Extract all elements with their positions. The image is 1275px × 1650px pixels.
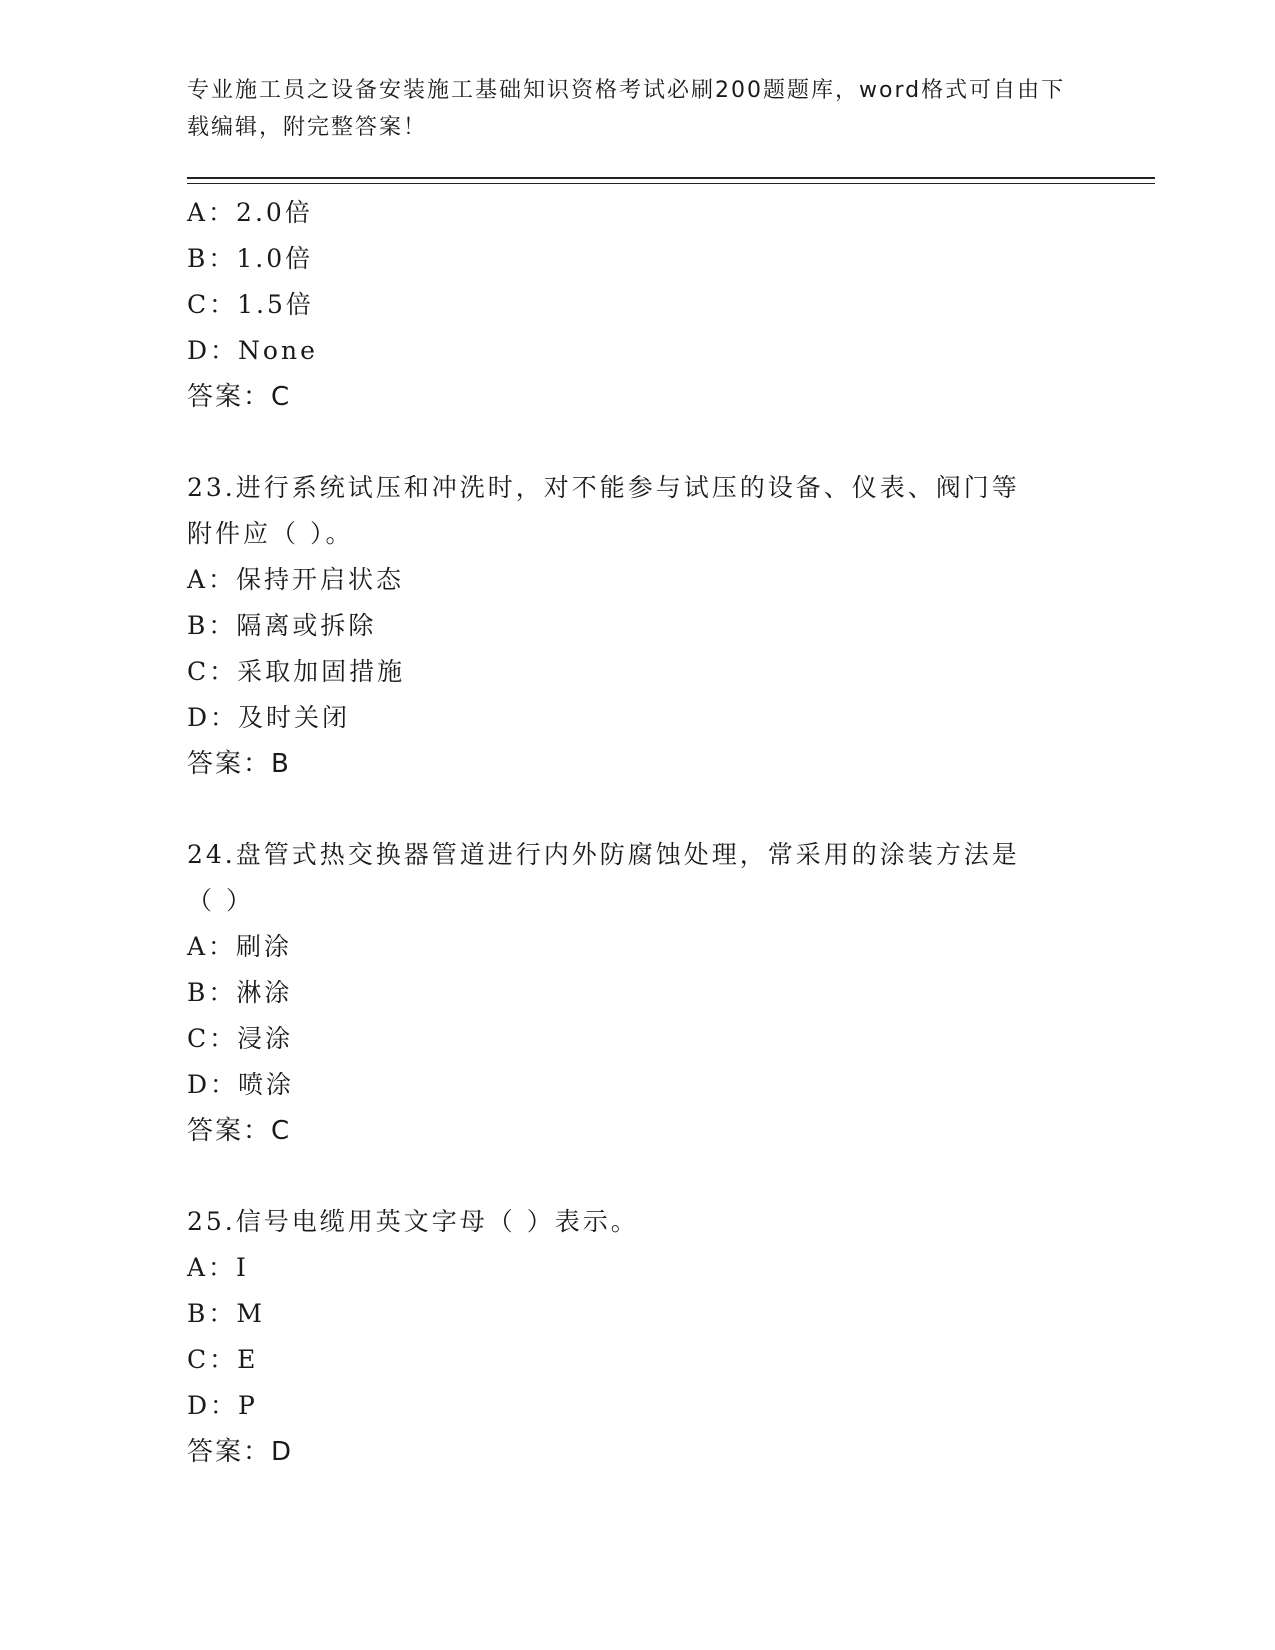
option-d: D：None	[187, 336, 318, 365]
answer: 答案：B	[187, 749, 291, 779]
header-divider	[187, 177, 1155, 179]
option-c: C：1.5倍	[187, 290, 314, 319]
option-a: A：I	[187, 1253, 249, 1282]
option-a: A：刷涂	[187, 932, 293, 961]
option-b: B：淋涂	[187, 978, 293, 1007]
question-stem: 24.盘管式热交换器管道进行内外防腐蚀处理，常采用的涂装方法是（ ）	[187, 840, 1020, 915]
question-block-23	[187, 465, 1087, 787]
question-stem: 25.信号电缆用英文字母（ ）表示。	[187, 1207, 639, 1236]
document-title: 专业施工员之设备安装施工基础知识资格考试必刷200题题库，word格式可自由下载编辑，附完整答案！	[187, 78, 1066, 140]
header-divider-thin	[187, 183, 1155, 184]
option-a: A：2.0倍	[187, 198, 313, 227]
option-c: C：浸涂	[187, 1024, 294, 1053]
option-c: C：采取加固措施	[187, 657, 406, 686]
answer: 答案：C	[187, 382, 292, 412]
answer: 答案：C	[187, 1116, 292, 1146]
option-b: B：M	[187, 1299, 265, 1328]
question-stem: 23.进行系统试压和冲洗时，对不能参与试压的设备、仪表、阀门等附件应（ ）。	[187, 473, 1020, 548]
question-block-25	[187, 1199, 1087, 1475]
question-block-22	[187, 190, 1087, 420]
option-b: B：隔离或拆除	[187, 611, 377, 640]
question-block-24	[187, 832, 1087, 1154]
question-list	[187, 190, 1087, 1475]
option-b: B：1.0倍	[187, 244, 314, 273]
option-d: D：及时关闭	[187, 703, 351, 732]
option-c: C：E	[187, 1345, 259, 1374]
option-d: D：喷涂	[187, 1070, 295, 1099]
answer: 答案：D	[187, 1437, 294, 1467]
option-a: A：保持开启状态	[187, 565, 405, 594]
option-d: D：P	[187, 1391, 258, 1420]
